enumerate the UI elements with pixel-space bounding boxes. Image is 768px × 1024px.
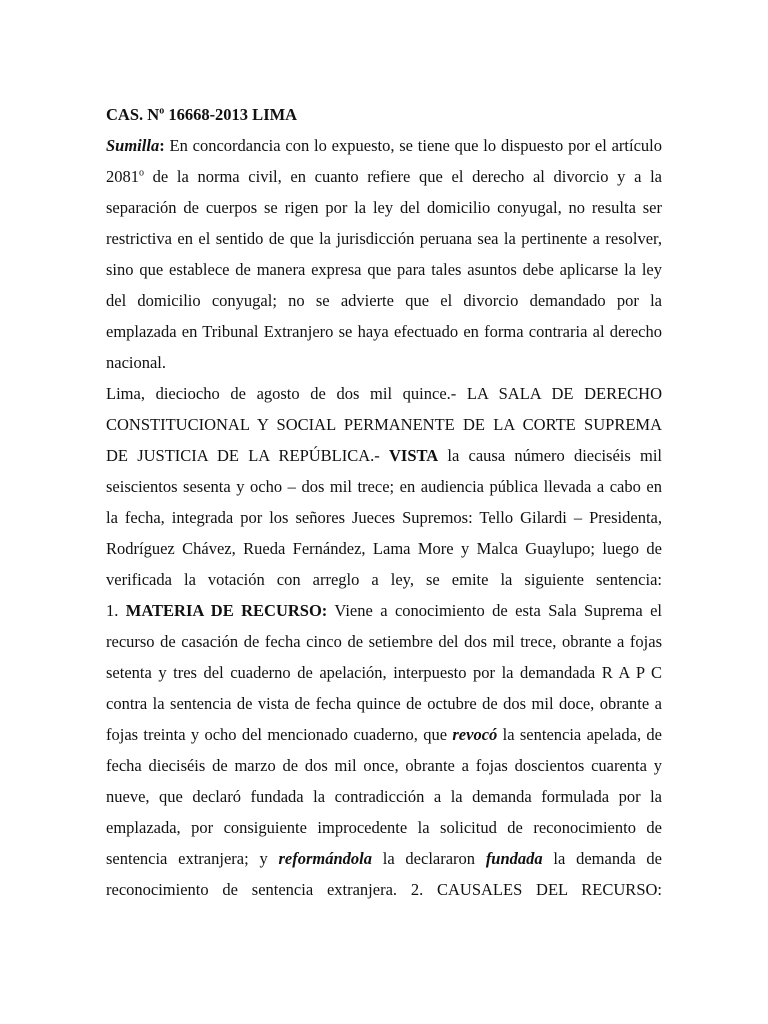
body-line-1 [106,378,662,409]
body-text: la sentencia apelada, de [497,725,662,744]
body-text: recurso de casación de fecha cinco de setiembre del dos mil trece, obrante a fojas [106,632,662,651]
body-text: la fecha, integrada por los señores Jueces Supremos: Tello Gilardi – Presidenta, [106,508,662,527]
sumilla-line-5 [106,254,662,285]
body-line-7 [106,564,662,595]
case-number-prefix: CAS. N [106,105,160,124]
article-number: 2081 [106,167,139,186]
body-text: sentencia extranjera; y [106,849,279,868]
sumilla-line-6 [106,285,662,316]
section-number: 1. [106,601,126,620]
sumilla-text: separación de cuerpos se rigen por la ley del domicilio conyugal, no resulta ser [106,198,662,217]
body-text: fojas treinta y ocho del mencionado cuaderno, que [106,725,453,744]
body-line-14 [106,781,662,812]
body-line-2 [106,409,662,440]
body-text: la causa número dieciséis mil [438,446,662,465]
section-heading-materia: MATERIA DE RECURSO: [125,601,328,620]
revoco-keyword: revocó [452,725,498,744]
sumilla-label: Sumilla [106,136,160,155]
body-text: verificada la votación con arreglo a ley, se emite la siguiente sentencia: [106,570,662,589]
sumilla-text: del domicilio conyugal; no se advierte que el divorcio demandado por la [106,291,662,310]
sumilla-line-7 [106,316,662,347]
document-body [106,99,662,905]
body-text: Rodríguez Chávez, Rueda Fernández, Lama More y Malca Guaylupo; luego de [106,539,662,558]
fundada-keyword: fundada [485,849,543,868]
body-text: la declararon [371,849,486,868]
case-number-value: 16668-2013 LIMA [164,105,298,124]
sumilla-line-2 [106,161,662,192]
body-line-5 [106,502,662,533]
article-superscript: o [139,167,144,179]
body-line-4 [106,471,662,502]
body-line-11 [106,688,662,719]
body-text: CONSTITUCIONAL Y SOCIAL PERMANENTE DE LA CORTE SUPREMA [106,415,662,434]
sumilla-text: En concordancia con lo expuesto, se tiene que lo dispuesto por el artículo [164,136,662,155]
body-line-13 [106,750,662,781]
body-line-10 [106,657,662,688]
sumilla-text: restrictiva en el sentido de que la jurisdicción peruana sea la pertinente a resolver, [106,229,662,248]
sumilla-text: emplazada en Tribunal Extranjero se haya efectuado en forma contraria al derecho [106,322,662,341]
sumilla-line-8 [106,347,662,378]
sumilla-line-3 [106,192,662,223]
sumilla-text: de la norma civil, en cuanto refiere que el derecho al divorcio y a la [144,167,662,186]
body-text: seiscientos sesenta y ocho – dos mil trece; en audiencia pública llevada a cabo en [106,477,662,496]
body-text: setenta y tres del cuaderno de apelación, interpuesto por la demandada R A P C [106,663,662,682]
body-line-15 [106,812,662,843]
body-line-9 [106,626,662,657]
body-text: la demanda de [542,849,662,868]
body-line-8 [106,595,662,626]
body-line-3 [106,440,662,471]
body-text: emplazada, por consiguiente improcedente la solicitud de reconocimiento de [106,818,662,837]
vista-keyword: VISTA [388,446,439,465]
reformandola-keyword: reformándola [278,849,372,868]
sumilla-text: nacional. [106,353,167,372]
sumilla-colon: : [159,136,165,155]
body-line-16 [106,843,662,874]
body-text: Lima, dieciocho de agosto de dos mil quince.- LA SALA DE DERECHO [106,384,662,403]
body-text: contra la sentencia de vista de fecha quince de octubre de dos mil doce, obrante a [106,694,662,713]
body-line-17 [106,874,662,905]
sumilla-line-1 [106,130,662,161]
sumilla-text: sino que establece de manera expresa que para tales asuntos debe aplicarse la ley [106,260,662,279]
body-text: reconocimiento de sentencia extranjera. 2. CAUSALES DEL RECURSO: [106,880,662,899]
body-text: nueve, que declaró fundada la contradicción a la demanda formulada por la [106,787,662,806]
case-number-heading [106,99,662,130]
body-text: Viene a conocimiento de esta Sala Suprema el [327,601,662,620]
body-line-6 [106,533,662,564]
case-number-superscript: o [159,105,165,117]
body-text: DE JUSTICIA DE LA REPÚBLICA.- [106,446,389,465]
body-line-12 [106,719,662,750]
sumilla-line-4 [106,223,662,254]
body-text: fecha dieciséis de marzo de dos mil once, obrante a fojas doscientos cuarenta y [106,756,662,775]
